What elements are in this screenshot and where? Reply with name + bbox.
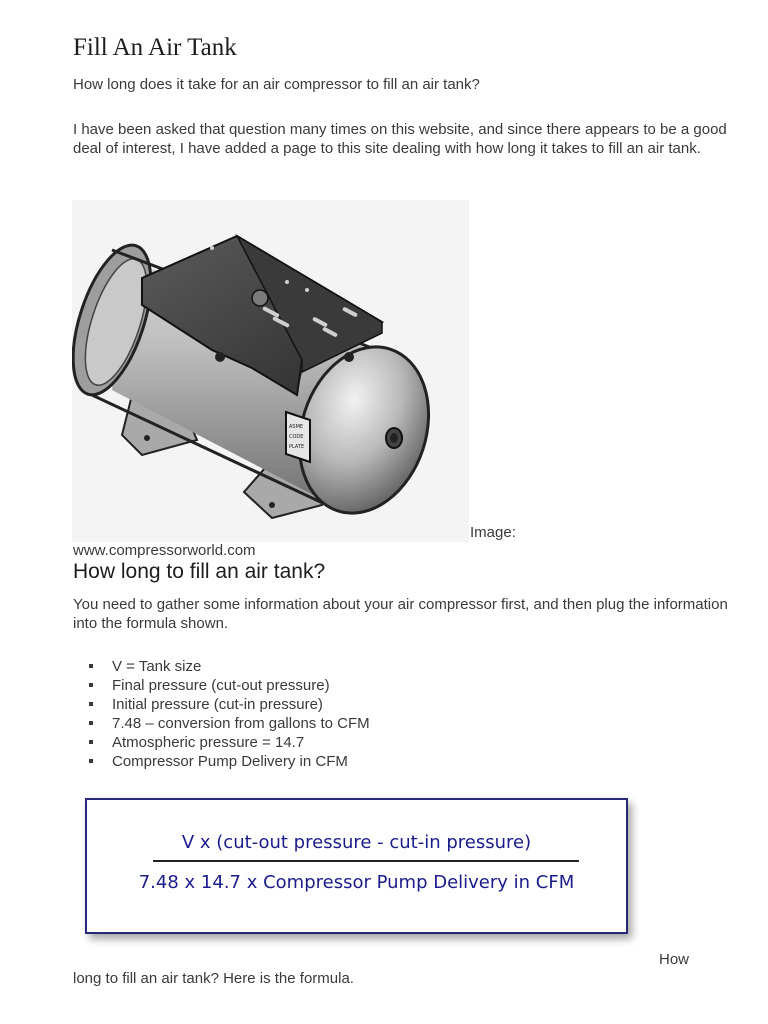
list-item: Atmospheric pressure = 14.7 xyxy=(73,733,370,752)
section-paragraph: You need to gather some information about your air compressor first, and then plug the information into the formula shown. xyxy=(73,596,728,632)
formula-numerator: V x (cut-out pressure - cut-in pressure) xyxy=(181,832,532,853)
bullet-icon xyxy=(89,702,93,706)
asme-code-plate xyxy=(286,412,310,462)
list-item: Compressor Pump Delivery in CFM xyxy=(73,752,370,771)
formula-caption-start: How xyxy=(659,951,690,968)
bullet-icon xyxy=(89,683,93,687)
plate-line-2: CODE xyxy=(289,434,304,440)
list-item: 7.48 – conversion from gallons to CFM xyxy=(73,714,370,733)
formula-image xyxy=(85,798,628,934)
formula-caption-rest: long to fill an air tank? Here is the formula. xyxy=(73,970,354,987)
bullet-icon xyxy=(89,740,93,744)
section-heading: How long to fill an air tank? xyxy=(73,560,326,583)
intro-paragraph: I have been asked that question many times on this website, and since there appears to be a good deal of interest, I have added a page to this site dealing with how long it takes to fill an air tank. xyxy=(73,121,727,157)
bullet-icon xyxy=(89,759,93,763)
bullet-icon xyxy=(89,721,93,725)
bullet-icon xyxy=(89,664,93,668)
image-caption-label: Image: xyxy=(470,524,516,541)
image-caption-source: www.compressorworld.com xyxy=(73,542,256,559)
list-item: Final pressure (cut-out pressure) xyxy=(73,676,370,695)
plate-line-3: PLATE xyxy=(289,444,305,450)
air-tank-illustration xyxy=(72,200,469,542)
list-item: V = Tank size xyxy=(73,657,370,676)
intro-question: How long does it take for an air compressor to fill an air tank? xyxy=(73,76,480,93)
plate-line-1: ASME xyxy=(289,424,304,430)
formula-variables-list xyxy=(73,657,370,771)
fraction-bar xyxy=(153,860,579,862)
page-title: Fill An Air Tank xyxy=(73,34,237,61)
list-item: Initial pressure (cut-in pressure) xyxy=(73,695,370,714)
air-tank-image xyxy=(72,200,469,542)
formula-denominator: 7.48 x 14.7 x Compressor Pump Delivery in CFM xyxy=(138,872,575,893)
